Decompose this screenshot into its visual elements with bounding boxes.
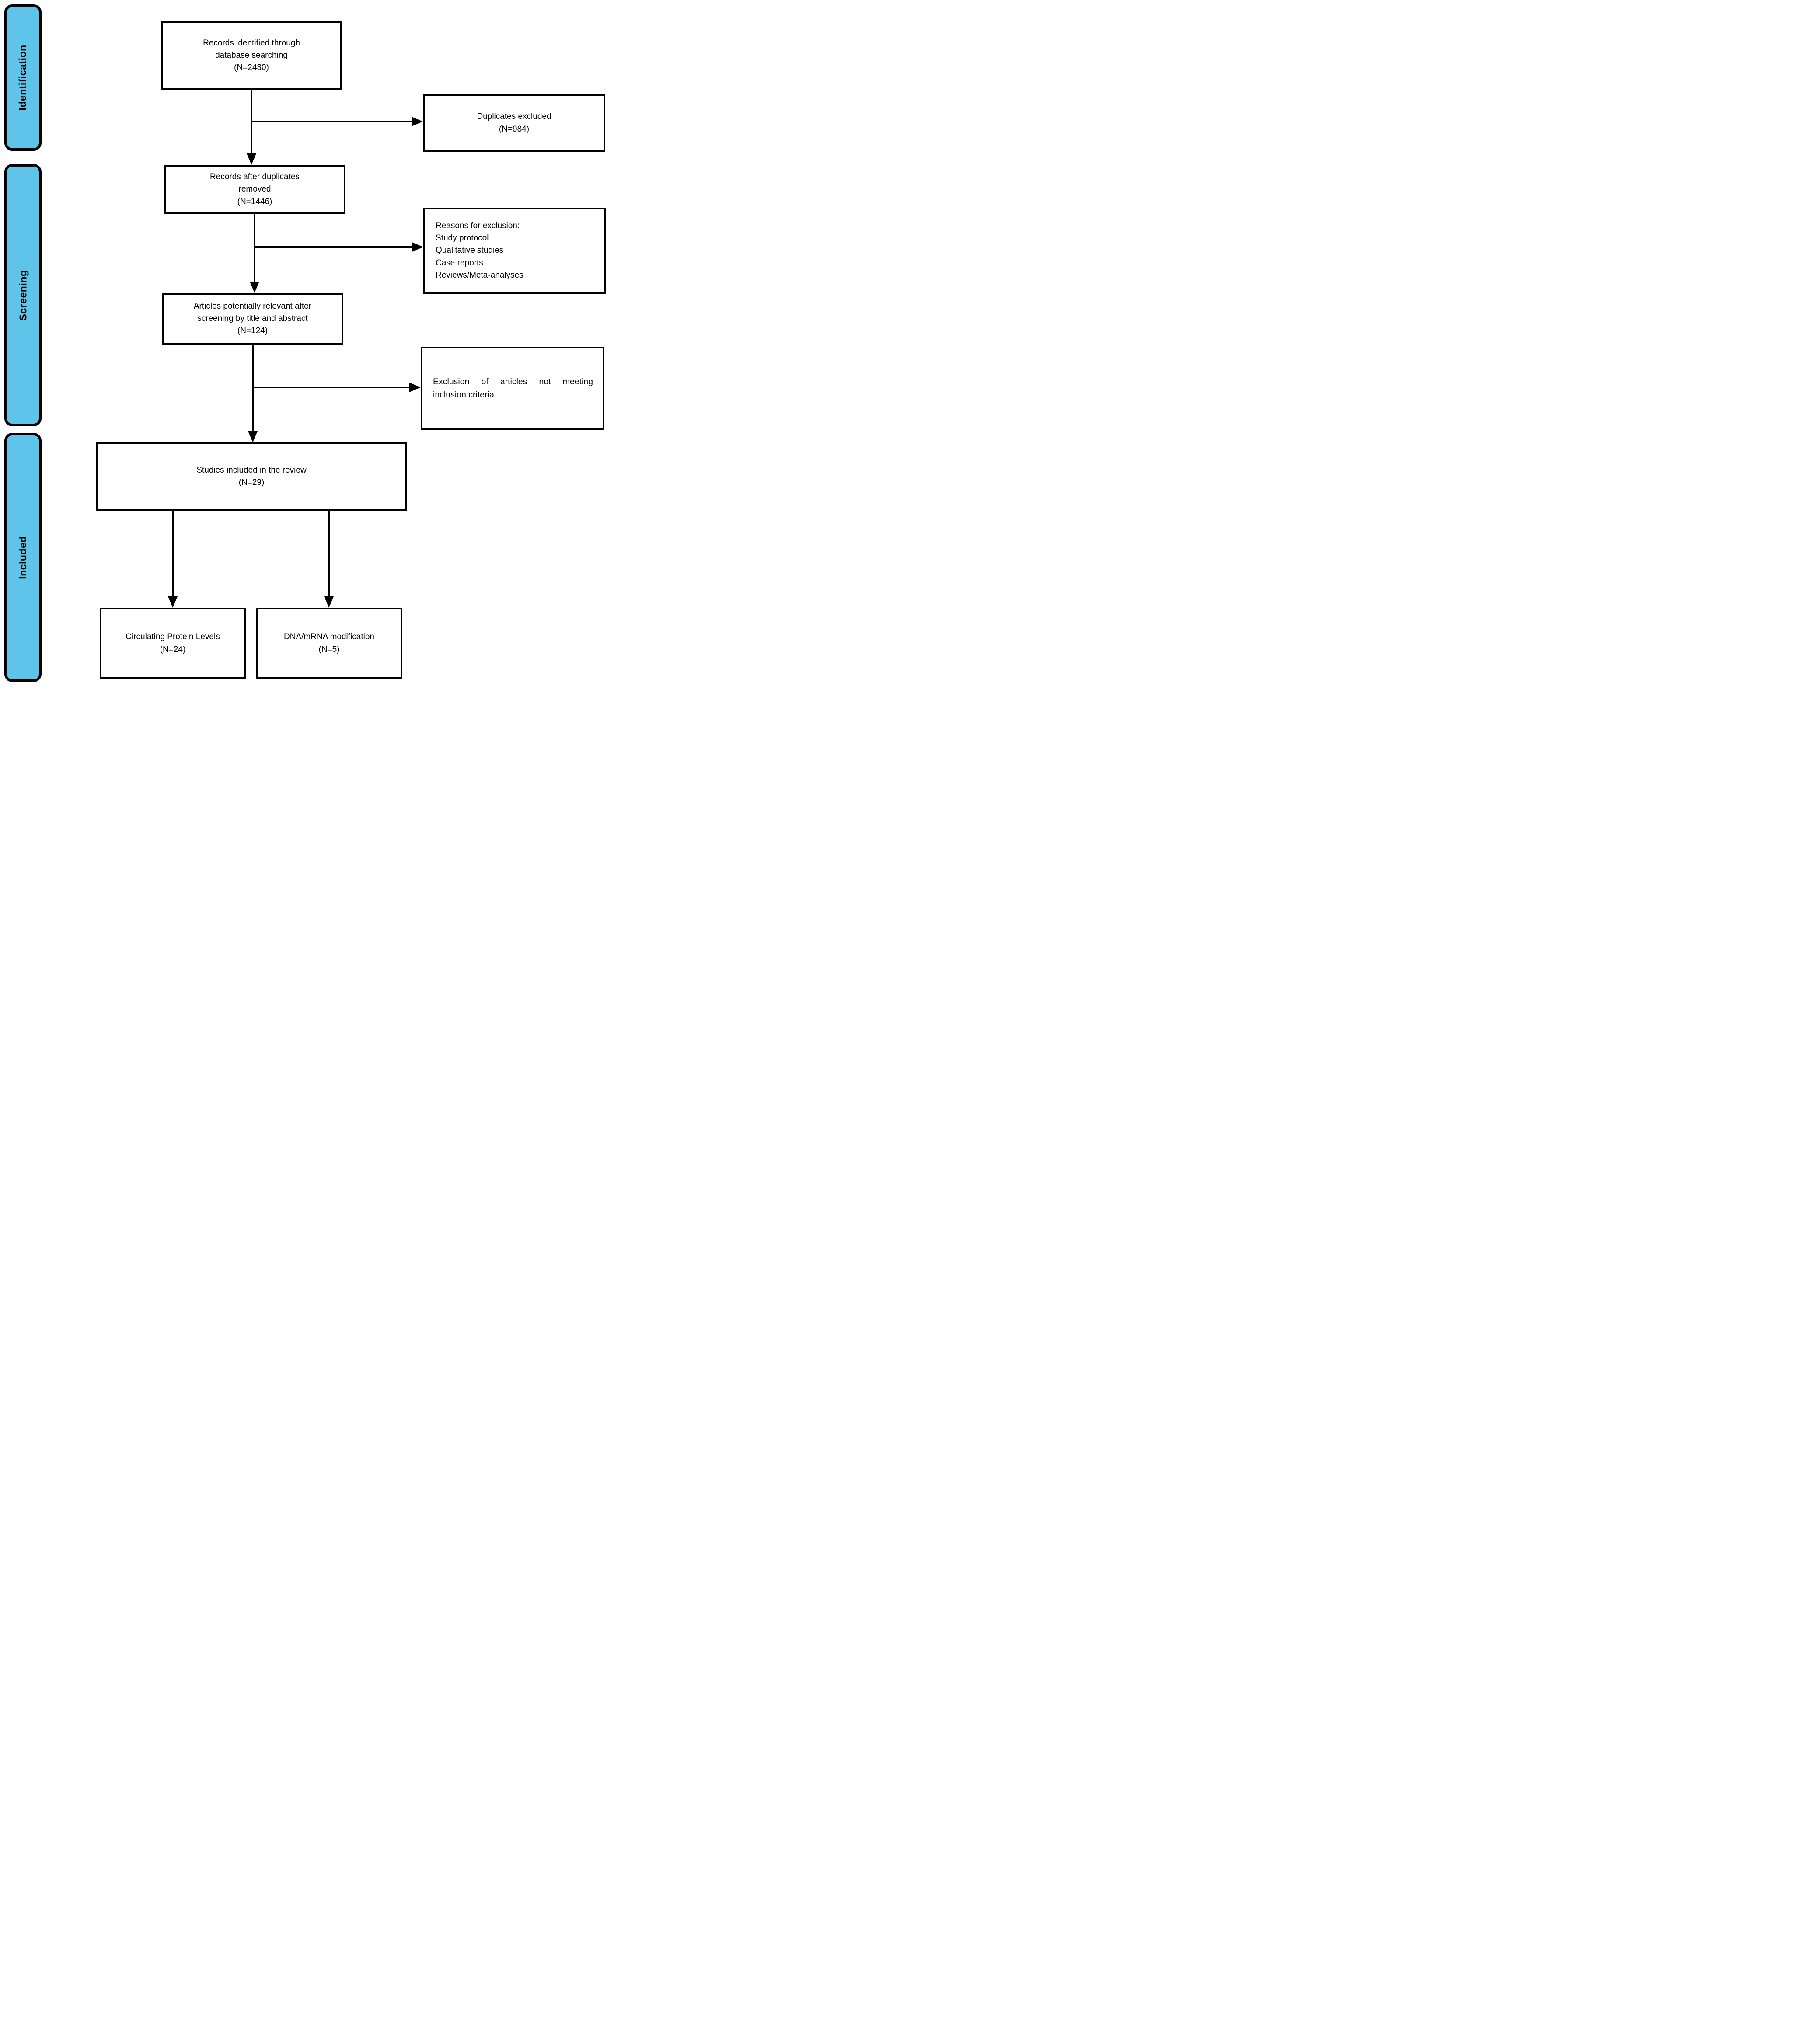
text-line: Duplicates excluded <box>477 112 551 122</box>
text-line: Reasons for exclusion: <box>436 221 520 231</box>
prisma-flowchart <box>0 0 612 689</box>
arrowhead-down-icon <box>247 153 256 165</box>
arrow-line-v3 <box>252 345 254 432</box>
text-line: (N=124) <box>237 326 268 336</box>
stage-band-included <box>4 433 42 682</box>
text-line: DNA/mRNA modification <box>284 632 374 642</box>
text-line: Articles potentially relevant after <box>193 301 312 311</box>
text-line: inclusion criteria <box>433 390 494 400</box>
text-line: screening by title and abstract <box>197 313 308 323</box>
text-line: Study protocol <box>436 233 489 243</box>
box-circulating-protein-levels <box>100 608 246 679</box>
text-line: (N=1446) <box>237 197 272 206</box>
arrowhead-right-icon <box>409 383 421 392</box>
box-duplicates-excluded <box>423 94 605 152</box>
box-dna-mrna-modification <box>256 608 402 679</box>
text-line: Qualitative studies <box>436 246 504 255</box>
arrowhead-down-icon <box>168 596 178 608</box>
stage-label-identification: Identification <box>17 45 28 111</box>
stage-label-included: Included <box>17 536 28 579</box>
box-studies-included <box>96 442 407 511</box>
arrow-line-h2 <box>255 246 413 248</box>
text-line: database searching <box>215 50 288 60</box>
stage-label-screening: Screening <box>17 270 28 320</box>
stage-band-screening <box>4 164 42 426</box>
arrowhead-down-icon <box>324 596 334 608</box>
text-line: Circulating Protein Levels <box>126 632 220 642</box>
arrow-line-h3 <box>253 387 409 388</box>
text-line: Studies included in the review <box>196 465 307 475</box>
arrow-line-h1 <box>251 121 412 122</box>
text-line: (N=984) <box>499 124 530 134</box>
text-line: removed <box>238 185 271 194</box>
text-line: (N=29) <box>238 478 265 487</box>
arrow-line-v5 <box>328 511 330 597</box>
arrowhead-right-icon <box>412 117 423 126</box>
arrow-line-v2 <box>254 214 255 282</box>
arrowhead-down-icon <box>248 431 258 442</box>
text-line: Records identified through <box>203 38 300 48</box>
box-records-after-duplicates <box>164 165 345 214</box>
text-line: Records after duplicates <box>210 172 300 182</box>
arrow-line-v4 <box>172 511 174 597</box>
stage-band-identification <box>4 4 42 151</box>
text-line: Case reports <box>436 258 483 268</box>
text-line: (N=24) <box>160 644 186 654</box>
arrowhead-right-icon <box>412 242 423 252</box>
box-articles-potentially-relevant <box>162 293 343 345</box>
box-records-identified <box>161 21 342 90</box>
text-line: (N=2430) <box>234 63 269 73</box>
box-reasons-for-exclusion <box>423 208 606 294</box>
arrowhead-down-icon <box>250 282 259 293</box>
box-exclusion-not-meeting-criteria <box>421 347 604 430</box>
text-line: Reviews/Meta-analyses <box>436 270 523 280</box>
text-line: Exclusion of articles not meeting <box>433 376 593 387</box>
text-line: (N=5) <box>318 644 340 654</box>
